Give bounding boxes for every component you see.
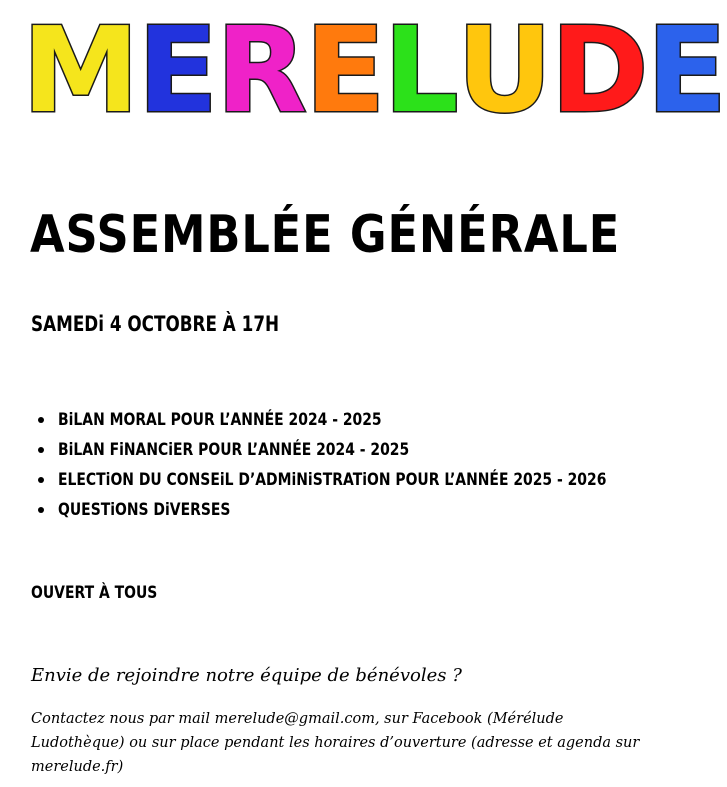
agenda-item-text: QUESTiONS DiVERSES (58, 500, 231, 520)
agenda-item-text: BiLAN FiNANCiER POUR L’ANNÉE 2024 - 2025 (58, 440, 410, 460)
logo-letter: U (456, 1, 551, 139)
bullet-icon (38, 507, 44, 513)
logo-letter: E (137, 1, 217, 139)
event-date: SAMEDi 4 OCTOBRE À 17H (31, 312, 280, 336)
open-to-all-notice: OUVERT À TOUS (31, 583, 158, 603)
merelude-logo (22, 1, 726, 139)
logo-letter: M (22, 1, 138, 139)
list-item (32, 465, 727, 495)
agenda-item-text: BiLAN MORAL POUR L’ANNÉE 2024 - 2025 (58, 410, 382, 430)
agenda-item-text: ELECTiON DU CONSEiL D’ADMiNiSTRATiON POUR L’ANNÉE 2025 - 2026 (58, 470, 607, 490)
list-item (32, 495, 727, 525)
logo-letter: D (550, 1, 647, 139)
agenda-list (32, 405, 727, 525)
logo-letter: L (383, 1, 457, 139)
bullet-icon (38, 447, 44, 453)
page-title: ASSEMBLÉE GÉNÉRALE (30, 205, 621, 265)
logo-letter: E (304, 1, 384, 139)
bullet-icon (38, 477, 44, 483)
logo-letter: E (646, 1, 726, 139)
list-item (32, 405, 727, 435)
volunteer-prompt: Envie de rejoindre notre équipe de bénévoles ? (31, 665, 462, 686)
list-item (32, 435, 727, 465)
contact-info: Contactez nous par mail merelude@gmail.com, sur Facebook (Mérélude Ludothèque) ou sur place pendant les horaires d’ouverture (adresse et agenda sur merelude.fr) (31, 711, 640, 775)
logo-letter: R (216, 1, 305, 139)
bullet-icon (38, 417, 44, 423)
